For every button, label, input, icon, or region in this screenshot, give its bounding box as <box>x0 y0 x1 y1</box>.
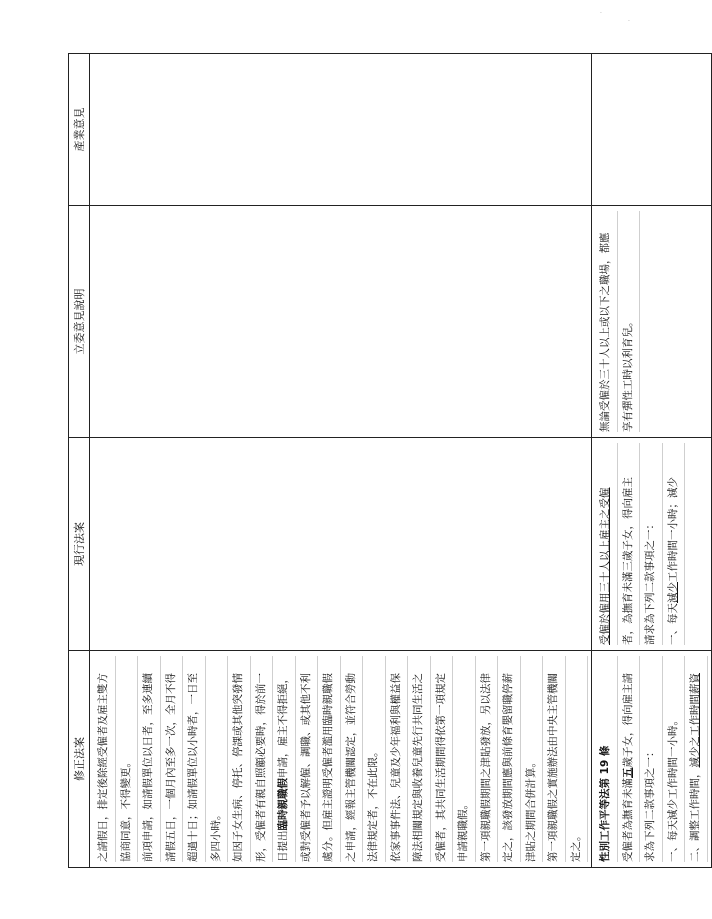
text-line: 第一項親職假期間之津貼發放，另以法律 <box>476 656 499 862</box>
text-line: 之申請，經報主管機關認定，並符合勞動 <box>341 656 364 862</box>
header-industry: 產業意見 <box>69 54 90 206</box>
text-line: 受僱者，其共同生活期間得依第一項規定 <box>431 656 454 862</box>
row2-industry-cell <box>592 54 712 206</box>
table-row <box>592 54 712 868</box>
row1-amended-cell <box>90 651 592 868</box>
law-comparison-table <box>68 53 712 868</box>
article-title: 性別工作平等法第 19 條 <box>595 656 618 862</box>
text-line: 二、調整工作時間，減少之工作時間薪資 <box>685 656 708 862</box>
text-line: 如因子女生病、停托、停課或其他突發情 <box>228 656 251 862</box>
scan-speck: · <box>628 18 630 25</box>
header-amended: 修正法案 <box>69 651 90 868</box>
text-line: 定之，該發放期間應與前條育嬰留職停薪 <box>498 656 521 862</box>
text-line: 第一項親職假之實施辦法由中央主管機關 <box>543 656 566 862</box>
text-line: 無論受僱於三十人以上或以下之職場，都應 <box>595 211 618 432</box>
text-line: 處分。但雇主證明受僱者濫用臨時親職假 <box>318 656 341 862</box>
text-line: 享有彈性工時以利育兒。 <box>618 211 641 432</box>
text-line: 超過十日；如請假單位以小時者，一日至 <box>183 656 206 862</box>
text-line: 前項申請，如請假單位以日者，至多連續 <box>138 656 161 862</box>
row2-current-cell <box>592 438 712 651</box>
text-line: 受僱者為撫育未滿五歲子女，得向雇主請 <box>618 656 641 862</box>
row1-current-cell <box>90 438 592 651</box>
row1-amended-text <box>90 651 591 867</box>
scan-speck: · <box>600 10 602 17</box>
text-line: 依家事事件法、兒童及少年福利與權益保 <box>386 656 409 862</box>
text-line: 一、每天減少工作時間一小時。 <box>663 656 686 862</box>
text-line: 障法相關規定與收養兒童先行共同生活之 <box>408 656 431 862</box>
text-line: 請求為下列二款事項之一： <box>640 443 663 645</box>
row2-current-text <box>592 438 688 650</box>
text-line: 定之。 <box>566 656 589 862</box>
row1-reason-cell <box>90 206 592 438</box>
table-header-row <box>69 54 90 868</box>
text-line: 申請親職假。 <box>453 656 476 862</box>
row2-amended-text <box>592 651 711 867</box>
text-line: 津貼之期間合併計算。 <box>521 656 544 862</box>
text-line: 求為下列二款事項之一： <box>640 656 663 862</box>
text-line: 法律規定者，不在此限。 <box>363 656 386 862</box>
text-line: 或對受僱者予以解僱、調職、或其他不利 <box>296 656 319 862</box>
text-line: 之請假日，排定後除經受僱者及雇主雙方 <box>93 656 116 862</box>
text-line: 日提出臨時親職假申請，雇主不得拒絕， <box>273 656 296 862</box>
table-row <box>90 54 592 868</box>
text-line: 一、每天減少工作時間一小時；減少 <box>663 443 686 645</box>
rotated-table-container <box>68 54 701 868</box>
header-current: 現行法案 <box>69 438 90 651</box>
text-line: 多四小時。 <box>206 656 229 862</box>
text-line: 受僱於僱用三十人以上雇主之受僱 <box>595 443 618 645</box>
row2-reason-cell <box>592 206 712 438</box>
row1-industry-cell <box>90 54 592 206</box>
text-line: 協商同意，不得變更。 <box>116 656 139 862</box>
text-line: 形，受僱者有親自照顧必要時，得於前一 <box>251 656 274 862</box>
text-line: 者，為撫育未滿三歲子女，得向雇主 <box>618 443 641 645</box>
row2-amended-cell <box>592 651 712 868</box>
header-reason: 立委意見說明 <box>69 206 90 438</box>
text-line: 請假五日，一個月內至多一次，全月不得 <box>161 656 184 862</box>
row2-reason-text <box>592 206 643 437</box>
